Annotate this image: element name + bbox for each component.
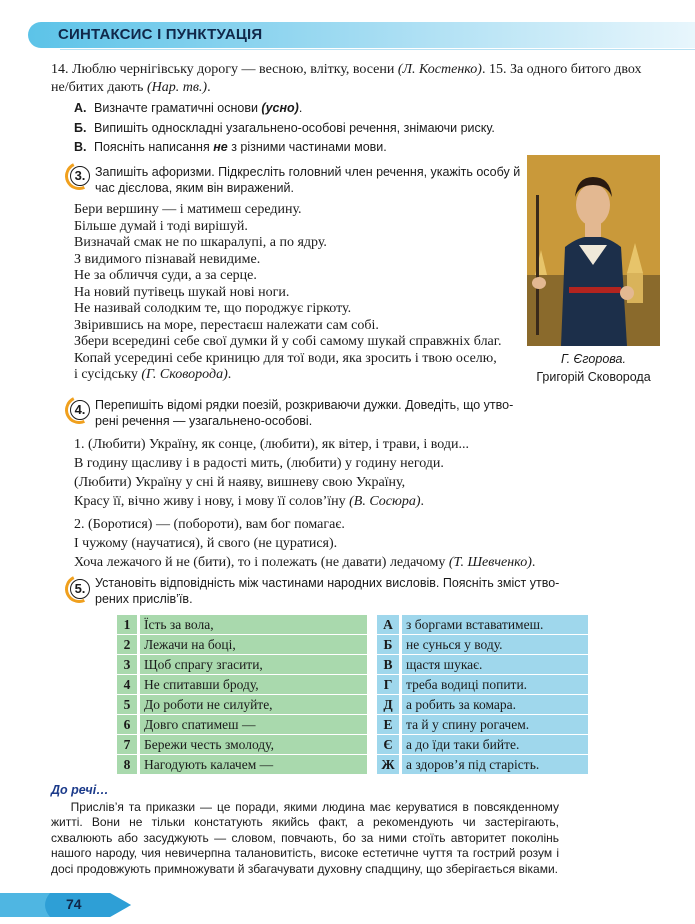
exercise-number: 3. (70, 166, 90, 186)
intro-text: . (207, 80, 211, 95)
poem-source: (Т. Шевченко) (448, 555, 532, 570)
portrait-caption-title: Григорій Сковорода (536, 370, 651, 384)
proverb-end: а здоров’я під старість. (401, 755, 589, 775)
note-body: Прислів’я та приказки — це поради, якими людина має керуватися в повсякденному житті. Вони не тільки констатують якийсь факт, а рекомендують чи застерігають, схвалюють або засуджують — словом, повчають, бо за ними стоїть авторитет поколінь нашого народу, чия невичерпна талановитість, високе естетичне чуття та гострий розум і досі продовжують примножувати й збагачувати духовну спадщину, що зберігається віками. (51, 800, 560, 876)
proverb-start: Щоб спрагу згасити, (139, 655, 368, 675)
poem-2 (74, 515, 535, 572)
exercise-3-badge (68, 165, 94, 187)
exercise-number: 4. (70, 400, 90, 420)
exercise-5-badge (68, 578, 94, 600)
row-number: 1 (117, 615, 139, 635)
row-number: 4 (117, 675, 139, 695)
row-letter: Є (377, 735, 401, 755)
header-rule (60, 49, 695, 50)
proverb-start: Нагодують калачем — (139, 755, 368, 775)
row-letter: Б (377, 635, 401, 655)
aphorism-line: Не за обличчя суди, а за серце. (74, 268, 257, 283)
task-letter: Б. (74, 121, 87, 135)
exercise-number: 5. (70, 579, 90, 599)
intro-text: 14. Люблю чернігівську дорогу — весною, влітку, восени (51, 62, 398, 77)
table-row (117, 755, 588, 775)
proverb-end: щастя шукає. (401, 655, 589, 675)
task-item-c (74, 140, 387, 154)
poem-line-last (74, 492, 469, 511)
aphorism-line: Бери вершину — і матимеш середину. (74, 202, 302, 217)
poem-text: . (420, 494, 425, 509)
task-emphasis: не (213, 140, 228, 154)
intro-source: (Нар. тв.) (146, 80, 208, 95)
aphorism-line: На новий путівець шукай нові ноги. (74, 284, 290, 300)
poem-line: І чужому (научатися), й свого (не цуратися). (74, 536, 338, 551)
row-number: 8 (117, 755, 139, 775)
task-text: Визначте граматичні основи (94, 101, 262, 115)
aphorism-text: . (227, 367, 232, 382)
intro-source: (Л. Костенко) (397, 62, 482, 77)
row-letter: В (377, 655, 401, 675)
row-number: 5 (117, 695, 139, 715)
poem-line-last (74, 553, 535, 572)
aphorism-line: Більше думай і тоді вирішуй. (74, 218, 248, 234)
task-letter: В. (74, 140, 87, 154)
task-item-b (74, 121, 495, 135)
exercise-3-instruction-2: час дієслова, яким він виражений. (95, 181, 294, 195)
proverb-end: з боргами вставатимеш. (401, 615, 589, 635)
note-title: До речі… (51, 783, 109, 797)
aphorism-line: Визначай смак не по шкаралупі, а по ядру. (74, 235, 327, 250)
task-item-a (74, 101, 302, 115)
aphorism-source: (Г. Сковорода) (141, 367, 228, 382)
exercise-4-badge (68, 399, 94, 421)
exercise-4-instruction-2: рені речення — узагальнено-особові. (95, 414, 313, 428)
poem-text: . (531, 555, 536, 570)
proverb-start: До роботи не силуйте, (139, 695, 368, 715)
poem-text: Красу її, вічно живу і нову, і мову її солов’їну (74, 494, 350, 509)
aphorism-text: і сусідську (74, 367, 142, 382)
page-number: 74 (66, 896, 82, 912)
portrait-image (527, 155, 660, 346)
task-letter: А. (74, 101, 87, 115)
row-letter: Г (377, 675, 401, 695)
aphorism-line: Не називай солодким те, що породжує гіркоту. (74, 301, 352, 316)
section-title: СИНТАКСИС І ПУНКТУАЦІЯ (58, 26, 263, 43)
row-letter: Д (377, 695, 401, 715)
row-letter: Ж (377, 755, 401, 775)
aphorism-line: Копай усередині себе криницю для тої води, яка зросить і твою оселю, (74, 350, 497, 366)
row-number: 3 (117, 655, 139, 675)
row-number: 2 (117, 635, 139, 655)
poem-source: (В. Сосюра) (349, 494, 421, 509)
exercise-3-instruction-1: Запишіть афоризми. Підкресліть головний член речення, укажіть особу й (95, 165, 521, 179)
intro-text: . 15. За одного битого двох (481, 62, 642, 77)
poem-line: 2. (Боротися) — (побороти), вам бог помагає. (74, 517, 345, 532)
task-emphasis: (усно) (261, 101, 299, 115)
proverb-start: Їсть за вола, (139, 615, 368, 635)
row-number: 7 (117, 735, 139, 755)
exercise-5-instruction-1: Установіть відповідність між частинами народних висловів. Поясніть зміст утво- (95, 576, 560, 590)
note-text (51, 800, 559, 877)
proverb-start: Довго спатимеш — (139, 715, 368, 735)
table-row (117, 735, 588, 755)
section-header (28, 22, 695, 48)
aphorism-list (74, 202, 501, 384)
table-row (117, 615, 588, 635)
exercise-5-instruction-2: рених прислів’їв. (95, 592, 193, 606)
aphorism-line: Збери всередині себе свої думки й у собі самому шукай справжніх благ. (74, 334, 502, 349)
proverb-end: та й у спину рогачем. (401, 715, 589, 735)
aphorism-line: З видимого пізнавай невидиме. (74, 251, 261, 267)
task-text: Випишіть односкладні узагальнено-особові речення, знімаючи риску. (94, 121, 495, 135)
portrait-illustration (527, 155, 660, 346)
intro-text: не/битих дають (51, 80, 147, 95)
table-row (117, 635, 588, 655)
task-text: . (298, 101, 303, 115)
table-row (117, 655, 588, 675)
row-number: 6 (117, 715, 139, 735)
proverb-start: Не спитавши броду, (139, 675, 368, 695)
aphorism-line-last (74, 367, 501, 384)
portrait-caption-author: Г. Єгорова. (561, 352, 626, 366)
exercise-4-instruction-1: Перепишіть відомі рядки поезій, розкриваючи дужки. Доведіть, що утво- (95, 398, 514, 412)
intro-line-2 (51, 79, 211, 97)
aphorism-line: Звірившись на море, перестаєш належати сам собі. (74, 317, 379, 333)
matching-table (117, 615, 588, 775)
proverb-end: а до їди таки бийте. (401, 735, 589, 755)
table-row (117, 675, 588, 695)
proverb-start: Бережи честь змолоду, (139, 735, 368, 755)
table-row (117, 715, 588, 735)
task-text: з різними частинами мови. (227, 140, 387, 154)
proverb-end: а робить за комара. (401, 695, 589, 715)
row-letter: Е (377, 715, 401, 735)
proverb-end: треба водиці попити. (401, 675, 589, 695)
task-text: Поясніть написання (94, 140, 214, 154)
poem-1 (74, 435, 469, 511)
intro-line-1 (51, 61, 642, 79)
table-row (117, 695, 588, 715)
proverb-end: не сунься у воду. (401, 635, 589, 655)
poem-line: В годину щасливу і в радості мить, (любити) у годину негоди. (74, 456, 444, 471)
row-letter: А (377, 615, 401, 635)
proverb-start: Лежачи на боці, (139, 635, 368, 655)
poem-line: 1. (Любити) Україну, як сонце, (любити), як вітер, і трави, і води... (74, 437, 470, 452)
poem-text: Хоча лежачого й не (бити), то і полежать (не давати) ледачому (74, 555, 449, 570)
poem-line: (Любити) Україну у сні й наяву, вишневу свою Україну, (74, 475, 406, 490)
